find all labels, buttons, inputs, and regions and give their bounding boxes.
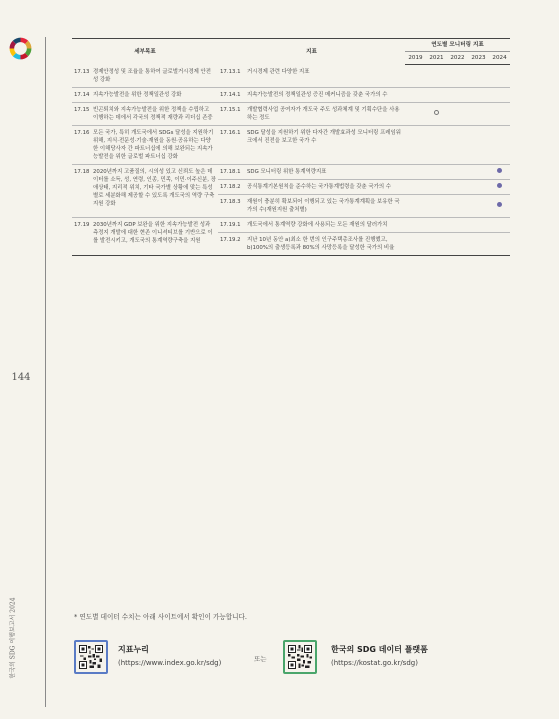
year-mark — [489, 232, 510, 255]
table-row — [72, 65, 510, 88]
year-mark — [447, 217, 468, 232]
indicator-code: 17.18.2 — [218, 179, 245, 194]
footnote: * 연도별 데이터 수치는 아래 사이트에서 확인이 가능합니다. — [74, 613, 247, 621]
or-text: 또는 — [254, 655, 267, 663]
target-code: 17.15 — [72, 102, 91, 125]
year-mark — [489, 217, 510, 232]
year-mark — [489, 65, 510, 88]
year-mark — [489, 125, 510, 164]
indicator-text: 개발협력사업 공여자가 개도국 주도 성과체계 및 기획수단을 사용하는 정도 — [245, 102, 405, 125]
year-mark — [426, 125, 447, 164]
year-mark — [447, 194, 468, 217]
year-mark — [447, 102, 468, 125]
year-mark — [489, 102, 510, 125]
year-mark — [405, 217, 426, 232]
table-row — [72, 102, 510, 125]
indicator-text: 지난 10년 동안 a)최소 한 번의 인구주택총조사를 진행했고, b)100%의 출생등록과 80%의 사망등록을 달성한 국가의 비율 — [245, 232, 405, 255]
header-year: 2023 — [468, 52, 489, 65]
target-text: 2020년까지 고품질의, 시의성 있고 신뢰도 높은 데이터를 소득, 성, 연령, 인종, 민족, 이민·이주신분, 장애상태, 지리적 위치, 기타 국가별 상황에 맞는 특성별로 세분화해 제공할 수 있도록 개도국의 역량 구축 지원 강화 — [91, 164, 218, 217]
qr-code-icon — [288, 645, 312, 669]
sdg-wheel-logo — [9, 37, 32, 60]
year-mark — [405, 164, 426, 179]
indicator-text: 지속가능발전의 정책일관성 증진 메커니즘을 갖춘 국가의 수 — [245, 87, 405, 102]
year-mark — [468, 217, 489, 232]
year-mark — [426, 65, 447, 88]
target-code: 17.19 — [72, 217, 91, 255]
target-code: 17.14 — [72, 87, 91, 102]
side-title — [4, 588, 20, 688]
header-monitoring: 연도별 모니터링 지표 — [405, 39, 510, 52]
year-mark — [447, 164, 468, 179]
indicator-code: 17.15.1 — [218, 102, 245, 125]
year-mark — [405, 232, 426, 255]
year-mark — [447, 65, 468, 88]
year-mark — [405, 179, 426, 194]
year-mark — [405, 194, 426, 217]
indicator-text: 개도국에서 통계역량 강화에 사용되는 모든 재원의 달러가치 — [245, 217, 405, 232]
indicator-text: SDG 달성을 지원하기 위한 다자간 개발효과성 모니터링 프레임워크에서 진전을 보고한 국가 수 — [245, 125, 405, 164]
header-year: 2019 — [405, 52, 426, 65]
indicator-text: 거시경제 관련 다양한 지표 — [245, 65, 405, 88]
table-row — [72, 87, 510, 102]
site-name-kostat: 한국의 SDG 데이터 플랫폼 — [331, 645, 428, 654]
indicator-text: 재원이 충분히 확보되어 이행되고 있는 국가통계계획을 보유한 국가의 수(재원지원 출처별) — [245, 194, 405, 217]
page-number: 144 — [11, 372, 31, 383]
header-target: 세부목표 — [72, 39, 218, 65]
year-mark — [489, 87, 510, 102]
year-mark — [447, 125, 468, 164]
year-mark — [447, 232, 468, 255]
monitoring-table — [72, 38, 510, 256]
indicator-code: 17.19.2 — [218, 232, 245, 255]
target-code: 17.18 — [72, 164, 91, 217]
year-mark — [468, 194, 489, 217]
target-code: 17.13 — [72, 65, 91, 88]
indicator-code: 17.19.1 — [218, 217, 245, 232]
monitoring-dot-icon — [497, 168, 502, 173]
target-text: 2030년까지 GDP 보완을 위한 지속가능발전 성과 측정지 개발에 대한 현존 이니셔티브를 기반으로 이를 발전시키고, 개도국의 통계역량구축을 지원 — [91, 217, 218, 255]
year-mark — [405, 125, 426, 164]
header-year: 2021 — [426, 52, 447, 65]
target-text: 빈곤퇴치와 지속가능발전을 위한 정책을 수립하고 이행하는 데에서 각국의 정책적 재량과 리더십 존중 — [91, 102, 218, 125]
year-mark — [489, 179, 510, 194]
year-mark — [405, 87, 426, 102]
side-title-text: 한국의 SDG 이행보고서 2024 — [9, 597, 17, 679]
indicator-code: 17.13.1 — [218, 65, 245, 88]
qr-code-index[interactable] — [74, 640, 108, 674]
header-year: 2024 — [489, 52, 510, 65]
monitoring-circle-icon — [434, 110, 439, 115]
table-row — [72, 125, 510, 164]
year-mark — [489, 164, 510, 179]
year-mark — [468, 65, 489, 88]
year-mark — [468, 164, 489, 179]
site-url-index[interactable]: (https://www.index.go.kr/sdg) — [118, 659, 222, 667]
year-mark — [405, 102, 426, 125]
monitoring-dot-icon — [497, 202, 502, 207]
table-row — [72, 164, 510, 179]
year-mark — [489, 194, 510, 217]
indicator-text: SDG 모니터링 위한 통계역량지표 — [245, 164, 405, 179]
year-mark — [468, 232, 489, 255]
year-mark — [447, 87, 468, 102]
year-mark — [426, 164, 447, 179]
indicator-text: 공식통계기본원칙을 준수하는 국가통계법령을 갖춘 국가의 수 — [245, 179, 405, 194]
site-name-index: 지표누리 — [118, 645, 149, 654]
year-mark — [426, 179, 447, 194]
site-url-kostat[interactable]: (https://kostat.go.kr/sdg) — [331, 659, 418, 667]
table-row — [72, 217, 510, 232]
target-code: 17.16 — [72, 125, 91, 164]
qr-code-icon — [79, 645, 103, 669]
year-mark — [468, 87, 489, 102]
margin-divider-line — [45, 37, 46, 707]
header-indicator: 지표 — [218, 39, 405, 65]
year-mark — [426, 87, 447, 102]
year-mark — [426, 102, 447, 125]
indicator-code: 17.18.3 — [218, 194, 245, 217]
target-text: 경제안정성 및 조율을 통하여 글로벌거시경제 안전성 강화 — [91, 65, 218, 88]
year-mark — [426, 232, 447, 255]
year-mark — [468, 102, 489, 125]
year-mark — [426, 194, 447, 217]
target-text: 지속가능발전을 위한 정책일관성 강화 — [91, 87, 218, 102]
year-mark — [468, 179, 489, 194]
target-text: 모든 국가, 특히 개도국에서 SDGs 달성을 지원하기 위해, 지식·전문성·기술·재원을 동원·공유하는 다양한 이해당사자 간 파트너십에 의해 보완되는 지속가능발전을 위한 글로벌 파트너십 강화 — [91, 125, 218, 164]
indicator-code: 17.18.1 — [218, 164, 245, 179]
year-mark — [468, 125, 489, 164]
year-mark — [447, 179, 468, 194]
year-mark — [426, 217, 447, 232]
header-year: 2022 — [447, 52, 468, 65]
indicator-code: 17.16.1 — [218, 125, 245, 164]
qr-code-kostat[interactable] — [283, 640, 317, 674]
year-mark — [405, 65, 426, 88]
indicator-code: 17.14.1 — [218, 87, 245, 102]
monitoring-dot-icon — [497, 183, 502, 188]
